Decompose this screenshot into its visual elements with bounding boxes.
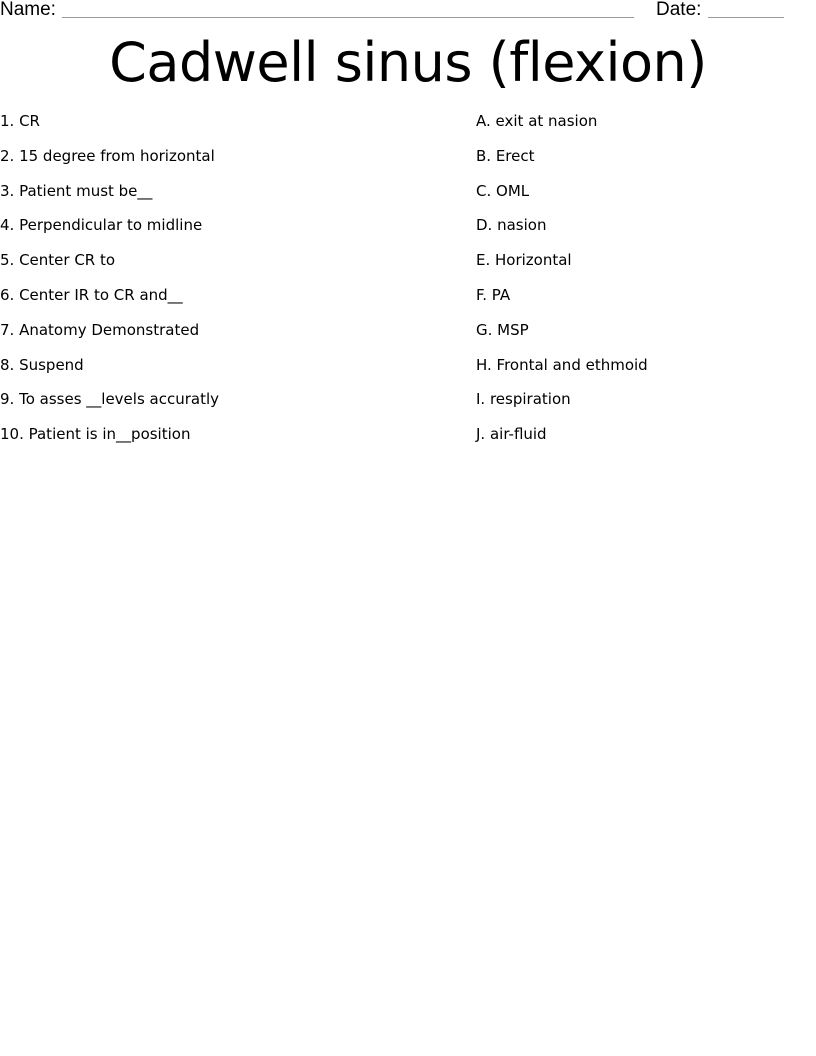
date-blank-line (708, 17, 784, 18)
question-item: 7. Anatomy Demonstrated (0, 320, 200, 339)
answer-item: A. exit at nasion (476, 112, 598, 130)
answer-item: C. OML (476, 181, 530, 200)
answer-item: E. Horizontal (476, 251, 572, 270)
answer-item: H. Frontal and ethmoid (476, 355, 648, 374)
answers-list (476, 110, 806, 458)
questions-list (0, 110, 440, 458)
question-item: 10. Patient is in__position (0, 425, 191, 444)
answer-item: B. Erect (476, 146, 535, 165)
answer-item: F. PA (476, 285, 511, 304)
answer-item: G. MSP (476, 320, 529, 339)
worksheet-header (0, 0, 816, 24)
date-label: Date: (656, 0, 702, 20)
question-item: 8. Suspend (0, 355, 84, 374)
question-item: 1. CR (0, 112, 40, 130)
answer-item: J. air-fluid (476, 425, 547, 444)
question-item: 5. Center CR to (0, 251, 116, 270)
name-blank-line (62, 17, 634, 18)
worksheet-title: Cadwell sinus (flexion) (109, 31, 707, 94)
answer-item: I. respiration (476, 390, 571, 409)
question-item: 2. 15 degree from horizontal (0, 146, 215, 165)
answer-item: D. nasion (476, 216, 547, 235)
question-item: 3. Patient must be__ (0, 181, 153, 200)
question-item: 9. To asses __levels accuratly (0, 390, 220, 409)
name-label: Name: (0, 0, 56, 20)
question-item: 4. Perpendicular to midline (0, 216, 203, 235)
question-item: 6. Center IR to CR and__ (0, 285, 183, 304)
